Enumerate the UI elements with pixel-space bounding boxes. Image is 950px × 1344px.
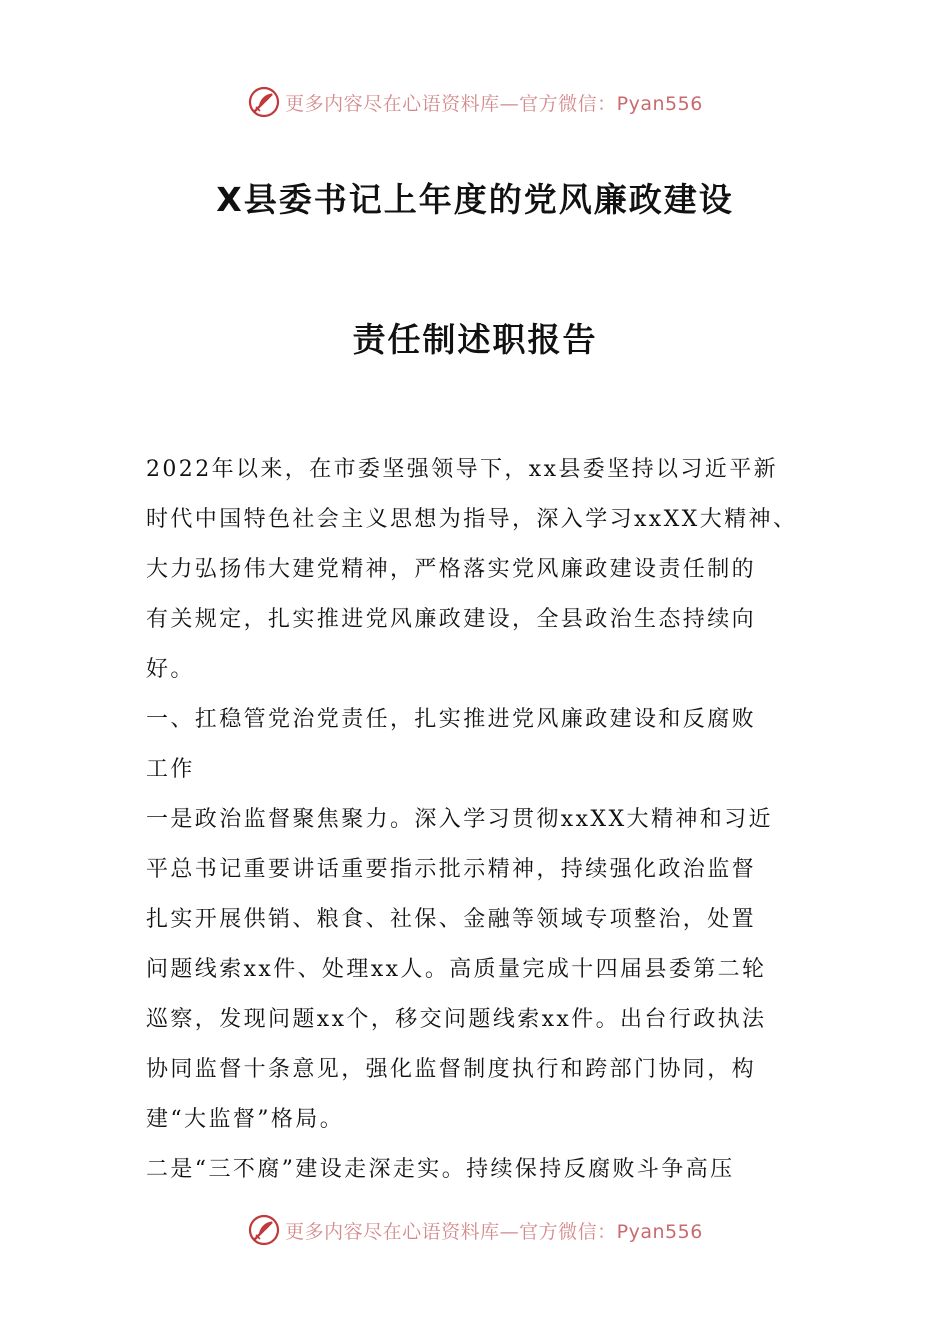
- banner-brand: Pyan556: [616, 1220, 703, 1243]
- document-body: [146, 445, 814, 1195]
- banner-text: 更多内容尽在心语资料库—官方微信：Pyan556: [285, 1220, 703, 1243]
- section-heading-1: 一、扛稳管党治党责任，扎实推进党风廉政建设和反腐败 工作: [146, 707, 757, 782]
- banner-brand: Pyan556: [616, 92, 703, 115]
- header-banner: [0, 82, 950, 122]
- paragraph-political-supervision: 一是政治监督聚焦聚力。深入学习贯彻xxXX大精神和习近 平总书记重要讲话重要指示批示精神，持续强化政治监督 扎实开展供销、粮食、社保、金融等领域专项整治，处置 问题线索xx件、处理xx人。高质量完成十四届县委第二轮 巡察，发现问题xx个，移交问题线索xx件。出台行政执法 协同监督十条意见，强化监督制度执行和跨部门协同，构 建“大监督”格局。: [146, 807, 773, 1132]
- footer-banner: [0, 1210, 950, 1250]
- paragraph-three-no-corruption: 二是“三不腐”建设走深走实。持续保持反腐败斗争高压: [146, 1157, 735, 1182]
- quill-logo-icon: [247, 1213, 281, 1247]
- quill-logo-icon: [247, 85, 281, 119]
- document-title-line-2: 责任制述职报告: [352, 320, 598, 359]
- banner-text: 更多内容尽在心语资料库—官方微信：Pyan556: [285, 92, 703, 115]
- paragraph-intro: 2022年以来，在市委坚强领导下，xx县委坚持以习近平新 时代中国特色社会主义思想为指导，深入学习xxXX大精神、 大力弘扬伟大建党精神，严格落实党风廉政建设责任制的 有关规定，扎实推进党风廉政建设，全县政治生态持续向 好。: [146, 457, 798, 682]
- document-title-line-1: X县委书记上年度的党风廉政建设: [216, 180, 734, 219]
